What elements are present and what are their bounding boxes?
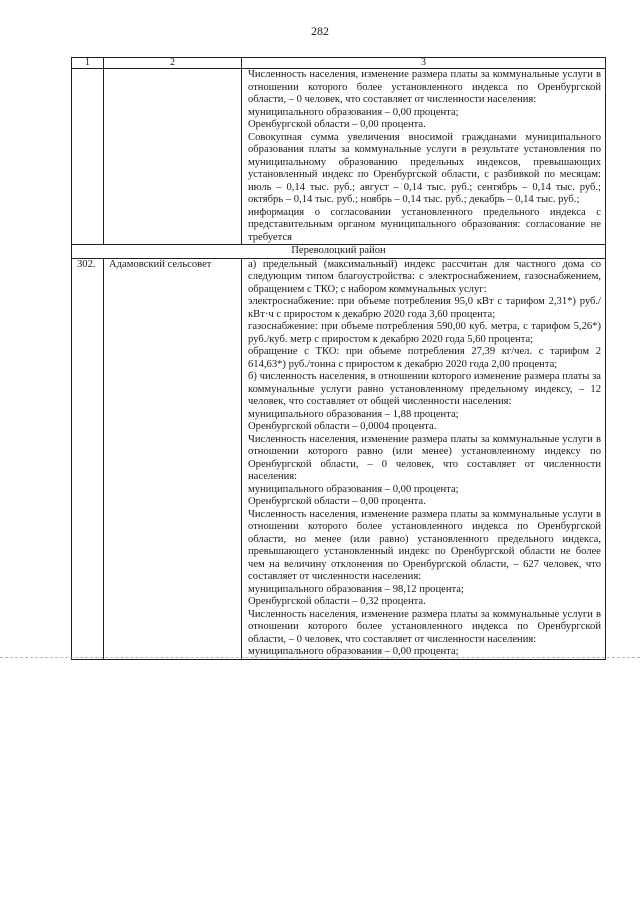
region-row xyxy=(72,245,606,259)
entry-number: 302. xyxy=(72,258,104,659)
entry-paragraph: Численность населения, изменение размера платы за коммунальные услуги в отношении которого более установленного индекса по Оренбургской области, – 0 человек, что составляет от численности населения: xyxy=(248,608,601,645)
header-col-1: 1 xyxy=(72,58,104,69)
continuation-paragraph: Совокупная сумма увеличения вносимой гражданами муниципального образования платы за коммунальные услуги в результате установления по муниципальному образованию предельных индексов, превышающих установленный индекс по Оренбургской области, с разбивкой по месяцам: июль – 0,14 тыс. руб.; август – 0,14 тыс. руб.; сентябрь – 0,14 тыс. руб.; октябрь – 0,14 тыс. руб.; ноябрь – 0,14 тыс. руб.; декабрь – 0,14 тыс. руб.; xyxy=(248,131,601,205)
continuation-name-cell xyxy=(104,69,242,245)
entry-paragraph: Оренбургской области – 0,32 процента. xyxy=(248,596,426,607)
table-header-row xyxy=(72,58,606,69)
entry-paragraph: Оренбургской области – 0,00 процента. xyxy=(248,496,426,507)
continuation-paragraph: информация о согласовании установленного предельного индекса с представительным органом муниципального образования: согласование не требуется xyxy=(248,206,601,243)
entry-name: Адамовский сельсовет xyxy=(104,258,242,659)
entry-paragraph: Численность населения, изменение размера платы за коммунальные услуги в отношении которого равно (или менее) установленному индексу по Оренбургской области, – 0 человек, что составляет от численности населения: xyxy=(248,433,601,482)
entry-paragraph: Оренбургской области – 0,0004 процента. xyxy=(248,421,437,432)
header-col-2: 2 xyxy=(104,58,242,69)
entry-paragraph: а) предельный (максимальный) индекс рассчитан для частного дома со следующим типом благоустройства: с электроснабжением, газоснабжением, обращением с ТКО; с набором коммунальных услуг: xyxy=(248,258,601,295)
entry-paragraph: муниципального образования – 0,00 процента; xyxy=(248,483,459,495)
entry-paragraph: б) численность населения, в отношении которого изменение размера платы за коммунальные услуги равно установленному предельному индексу, – 12 человек, что составляет от общей численности населения: xyxy=(248,371,601,407)
continuation-text-cell xyxy=(242,69,606,245)
header-col-3: 3 xyxy=(242,58,606,69)
entry-paragraph: муниципального образования – 98,12 процента; xyxy=(248,583,464,595)
continuation-paragraph: Численность населения, изменение размера платы за коммунальные услуги в отношении которого более установленного индекса по Оренбургской области, – 0 человек, что составляет от численности населения: xyxy=(248,69,601,105)
entry-paragraph: муниципального образования – 0,00 процента; xyxy=(248,646,459,657)
entry-text-cell xyxy=(242,258,606,659)
table-row xyxy=(72,258,606,659)
continuation-paragraph: муниципального образования – 0,00 процента; xyxy=(248,106,459,118)
entry-paragraph: газоснабжение: при объеме потребления 590,00 куб. метра, с тарифом 5,26*) руб./куб. метр с приростом к декабрю 2020 года 5,60 процента; xyxy=(248,321,601,345)
entry-paragraph: Численность населения, изменение размера платы за коммунальные услуги в отношении которого более установленного индекса по Оренбургской области, но менее (или равно) установленного предельного индекса, превышающего установленный индекс по Оренбургской области не более чем на величину отклонения по Оренбургской области, – 627 человек, что составляет от численности населения: xyxy=(248,508,601,582)
region-title: Переволоцкий район xyxy=(72,245,606,259)
entry-paragraph: электроснабжение: при объеме потребления 95,0 кВт с тарифом 2,31*) руб./кВт·ч с приростом к декабрю 2020 года 3,60 процента; xyxy=(248,296,601,320)
entry-paragraph: муниципального образования – 1,88 процента; xyxy=(248,408,459,420)
continuation-number-cell xyxy=(72,69,104,245)
scan-artifact-line xyxy=(0,657,640,658)
page-number: 282 xyxy=(311,24,329,38)
continuation-row xyxy=(72,69,606,245)
continuation-paragraph: Оренбургской области – 0,00 процента. xyxy=(248,119,426,130)
document-table xyxy=(71,57,606,660)
entry-paragraph: обращение с ТКО: при объеме потребления 27,39 кг/чел. с тарифом 2 614,63*) руб./тонна с приростом к декабрю 2020 года 2,00 процента; xyxy=(248,346,601,370)
